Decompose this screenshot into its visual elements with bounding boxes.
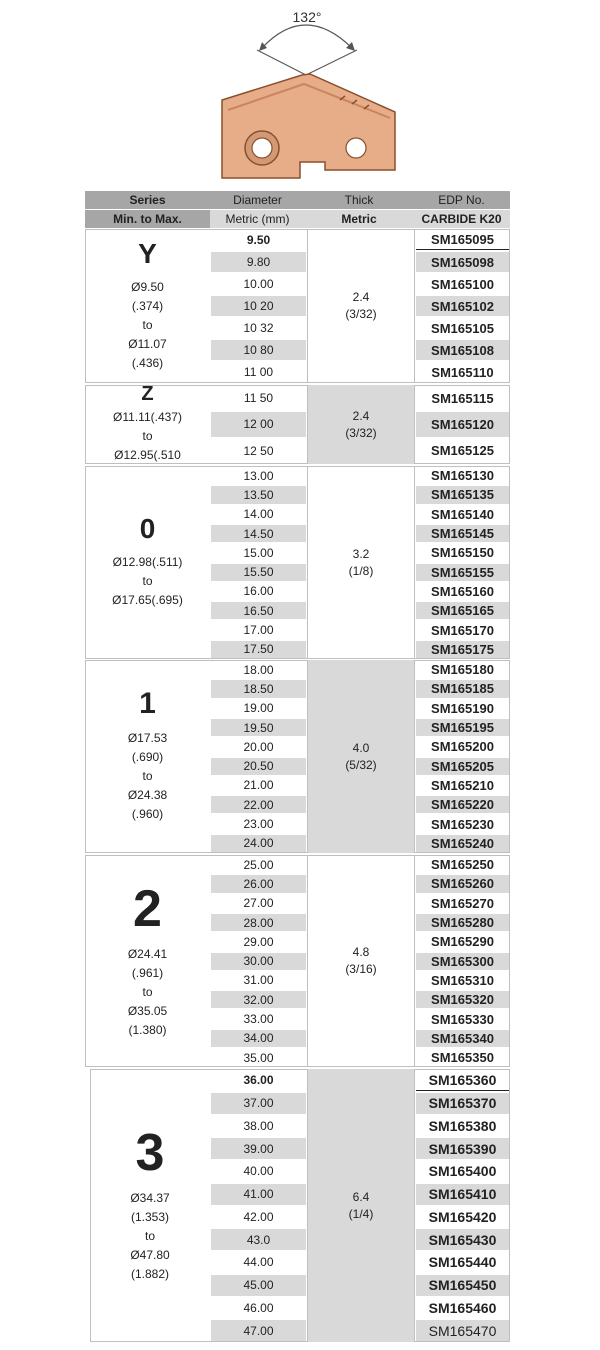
diameter-cell: 17.50 [211,641,306,658]
edp-number-cell: SM165470 [416,1320,509,1341]
series-range-line: Ø11.07 [128,336,167,351]
diameter-cell: 27.00 [243,896,274,911]
series-range-line: to [142,574,153,588]
edp-number-cell: SM165350 [431,1050,494,1066]
series-cell [85,855,210,1067]
thickness-inch: (1/8) [348,563,374,578]
edp-number-cell: SM165240 [416,835,509,852]
header-row-2 [85,210,510,228]
diameter-cell: 29.00 [243,934,274,949]
diameter-cell: 12 50 [243,443,274,458]
edp-number-cell: SM165185 [416,680,509,697]
diameter-cell: 25.00 [243,857,274,872]
diameter-cell: 40.00 [243,1164,274,1179]
diameter-cell: 18.00 [243,662,274,677]
diameter-cell: 19.50 [211,719,306,736]
edp-number-cell: SM165205 [416,758,509,775]
edp-number-cell: SM165170 [431,622,494,638]
series-range-line: (.960) [131,807,164,821]
edp-number-cell: SM165360 [416,1070,509,1091]
header-thick-sub: Metric [305,210,413,228]
series-cell [85,660,210,853]
series-name: 2 [133,879,162,938]
diameter-cell: 35.00 [243,1050,274,1065]
series-range-line: (.374) [131,298,164,313]
edp-number-cell: SM165115 [431,390,494,406]
edp-number-cell: SM165280 [416,914,509,931]
diameter-cell: 20.00 [243,739,274,754]
series-range-line: Ø11.11(.437) [113,410,182,424]
edp-number-cell: SM165110 [431,364,494,380]
diameter-cell: 16.00 [243,584,274,599]
diameter-cell: 23.00 [243,817,274,832]
series-range-line: to [142,769,153,783]
series-range-line: Ø34.37 [130,1191,170,1205]
header-edp-sub: CARBIDE K20 [413,210,510,228]
series-range-line: (.436) [131,355,164,370]
series-range-line: Ø35.05 [127,1003,168,1018]
diameter-cell: 10 32 [243,321,274,335]
diameter-cell: 41.00 [211,1184,306,1205]
angle-arc [262,25,352,48]
diameter-cell: 9.50 [246,233,271,247]
edp-number-cell: SM165380 [428,1117,497,1134]
edp-number-cell: SM165440 [428,1254,497,1271]
diameter-cell: 22.00 [211,796,306,813]
header-diameter: Diameter [233,193,282,207]
edp-number-cell: SM165108 [416,340,509,360]
diameter-cell: 37.00 [211,1093,306,1114]
edp-number-cell: SM165320 [416,991,509,1008]
angle-label: 132° [292,9,322,25]
diameter-cell: 42.00 [243,1209,274,1224]
thickness-cell [307,1069,415,1342]
edp-number-cell: SM165400 [428,1163,497,1180]
diameter-cell: 31.00 [243,973,274,988]
header-edp: EDP No. [438,193,485,207]
thickness-metric: 2.4 [352,290,370,304]
edp-number-cell: SM165460 [428,1299,497,1316]
header-thick: Thick [344,193,374,207]
series-name: 3 [135,1124,165,1182]
edp-number-cell: SM165310 [431,972,494,988]
edp-number-cell: SM165140 [431,506,494,522]
diameter-cell: 38.00 [243,1118,274,1133]
diameter-cell: 13.00 [243,468,274,483]
series-range-line: to [142,317,153,332]
diameter-cell: 11 50 [243,391,274,406]
diameter-cell: 14.50 [211,525,306,542]
series-name: 1 [139,687,156,720]
diameter-cell: 34.00 [211,1030,306,1047]
edp-number-cell: SM165130 [431,468,494,484]
edp-number-cell: SM165095 [416,230,509,250]
diameter-cell: 18.50 [211,680,306,697]
edp-number-cell: SM165370 [416,1093,509,1114]
thickness-cell [307,229,415,383]
diameter-cell: 15.50 [211,564,306,581]
edp-number-cell: SM165100 [431,276,494,292]
diameter-cell: 10.00 [243,277,274,291]
diameter-cell: 24.00 [211,835,306,852]
series-range-line: (1.353) [130,1210,170,1224]
edp-number-cell: SM165270 [431,895,494,911]
diameter-cell: 43.0 [211,1229,306,1250]
edp-number-cell: SM165105 [431,320,494,336]
diameter-cell: 30.00 [211,953,306,970]
thickness-inch: (3/32) [345,425,377,440]
thickness-cell [307,466,415,659]
thickness-metric: 4.8 [352,945,370,959]
edp-number-cell: SM165430 [416,1229,509,1250]
diameter-cell: 45.00 [211,1275,306,1296]
series-cell [85,229,210,383]
series-cell [85,385,210,464]
edp-number-cell: SM165125 [431,443,494,459]
thickness-inch: (5/32) [345,757,377,772]
edp-number-cell: SM165195 [416,719,509,736]
header-series-sub: Min. to Max. [85,210,210,228]
series-range-line: Ø24.38 [127,788,168,802]
diameter-cell: 39.00 [211,1138,306,1159]
edp-number-cell: SM165175 [416,641,509,658]
thickness-inch: (1/4) [348,1206,374,1221]
thickness-cell [307,855,415,1067]
edp-number-cell: SM165390 [416,1138,509,1159]
diameter-cell: 47.00 [211,1320,306,1341]
series-range-line: (1.882) [130,1267,170,1281]
diameter-cell: 9.80 [211,252,306,272]
diameter-cell: 15.00 [243,545,274,560]
series-range-line: Ø9.50 [131,279,164,294]
series-cell [90,1069,210,1342]
series-range-line: Ø47.80 [130,1248,170,1262]
edp-number-cell: SM165155 [416,564,509,581]
series-range-line: (.961) [131,965,164,980]
edp-number-cell: SM165160 [431,583,494,599]
edp-number-cell: SM165098 [416,252,509,272]
edp-number-cell: SM165330 [431,1011,494,1027]
diameter-cell: 14.00 [243,507,274,522]
diameter-cell: 33.00 [243,1012,274,1027]
edp-number-cell: SM165210 [431,777,494,793]
thickness-cell [307,385,415,464]
edp-number-cell: SM165120 [416,412,509,436]
diameter-cell: 16.50 [211,602,306,619]
thickness-metric: 2.4 [352,408,370,423]
diameter-cell: 46.00 [243,1300,274,1315]
series-range-line: to [142,429,153,443]
diameter-cell: 32.00 [211,991,306,1008]
series-name: Y [138,237,157,269]
diameter-cell: 10 20 [211,296,306,316]
insert-hole-right [346,138,366,158]
edp-number-cell: SM165340 [416,1030,509,1047]
diameter-cell: 26.00 [211,875,306,892]
header-diameter-sub: Metric (mm) [210,210,305,228]
header-series: Series [129,193,166,207]
diameter-cell: 10 80 [211,340,306,360]
edp-number-cell: SM165102 [416,296,509,316]
series-range-line: (1.380) [128,1022,167,1037]
diameter-cell: 20.50 [211,758,306,775]
insert-body [222,74,395,178]
diameter-cell: 36.00 [243,1073,274,1088]
diameter-cell: 11 00 [243,365,274,379]
diameter-cell: 13.50 [211,486,306,503]
series-name: 0 [139,513,156,544]
edp-number-cell: SM165145 [416,525,509,542]
series-range-line: (.690) [131,750,164,764]
edp-number-cell: SM165180 [431,662,494,678]
edp-number-cell: SM165230 [431,816,494,832]
series-range-line: Ø17.53 [127,731,168,745]
edp-number-cell: SM165260 [416,875,509,892]
series-range-line: Ø17.65(.695) [112,593,183,607]
series-range-line: to [142,984,153,999]
edp-number-cell: SM165300 [416,953,509,970]
edp-number-cell: SM165420 [428,1208,497,1225]
diameter-cell: 12 00 [211,412,306,436]
diameter-cell: 19.00 [243,701,274,716]
edp-number-cell: SM165165 [416,602,509,619]
thickness-inch: (3/16) [345,962,377,976]
thickness-metric: 4.0 [352,740,370,755]
series-range-line: Ø24.41 [127,946,168,961]
edp-number-cell: SM165135 [416,486,509,503]
header-row-1 [85,191,510,209]
series-cell [85,466,210,659]
thickness-metric: 6.4 [352,1189,370,1204]
edp-number-cell: SM165290 [431,934,494,950]
diameter-cell: 28.00 [211,914,306,931]
edp-number-cell: SM165150 [431,545,494,561]
series-range-line: to [144,1229,155,1243]
diameter-cell: 17.00 [243,623,274,638]
edp-number-cell: SM165220 [416,796,509,813]
diameter-cell: 44.00 [243,1255,274,1270]
spade-insert-drawing [200,0,400,185]
edp-number-cell: SM165190 [431,700,494,716]
series-range-line: Ø12.95(.510 [114,448,181,462]
thickness-cell [307,660,415,853]
edp-number-cell: SM165410 [416,1184,509,1205]
thickness-inch: (3/32) [345,307,377,321]
series-range-line: Ø12.98(.511) [112,555,183,569]
edp-number-cell: SM165250 [431,857,494,873]
thickness-metric: 3.2 [352,546,370,561]
series-name: Z [141,383,154,405]
diameter-cell: 21.00 [243,778,274,793]
edp-number-cell: SM165200 [431,739,494,755]
edp-number-cell: SM165450 [416,1275,509,1296]
